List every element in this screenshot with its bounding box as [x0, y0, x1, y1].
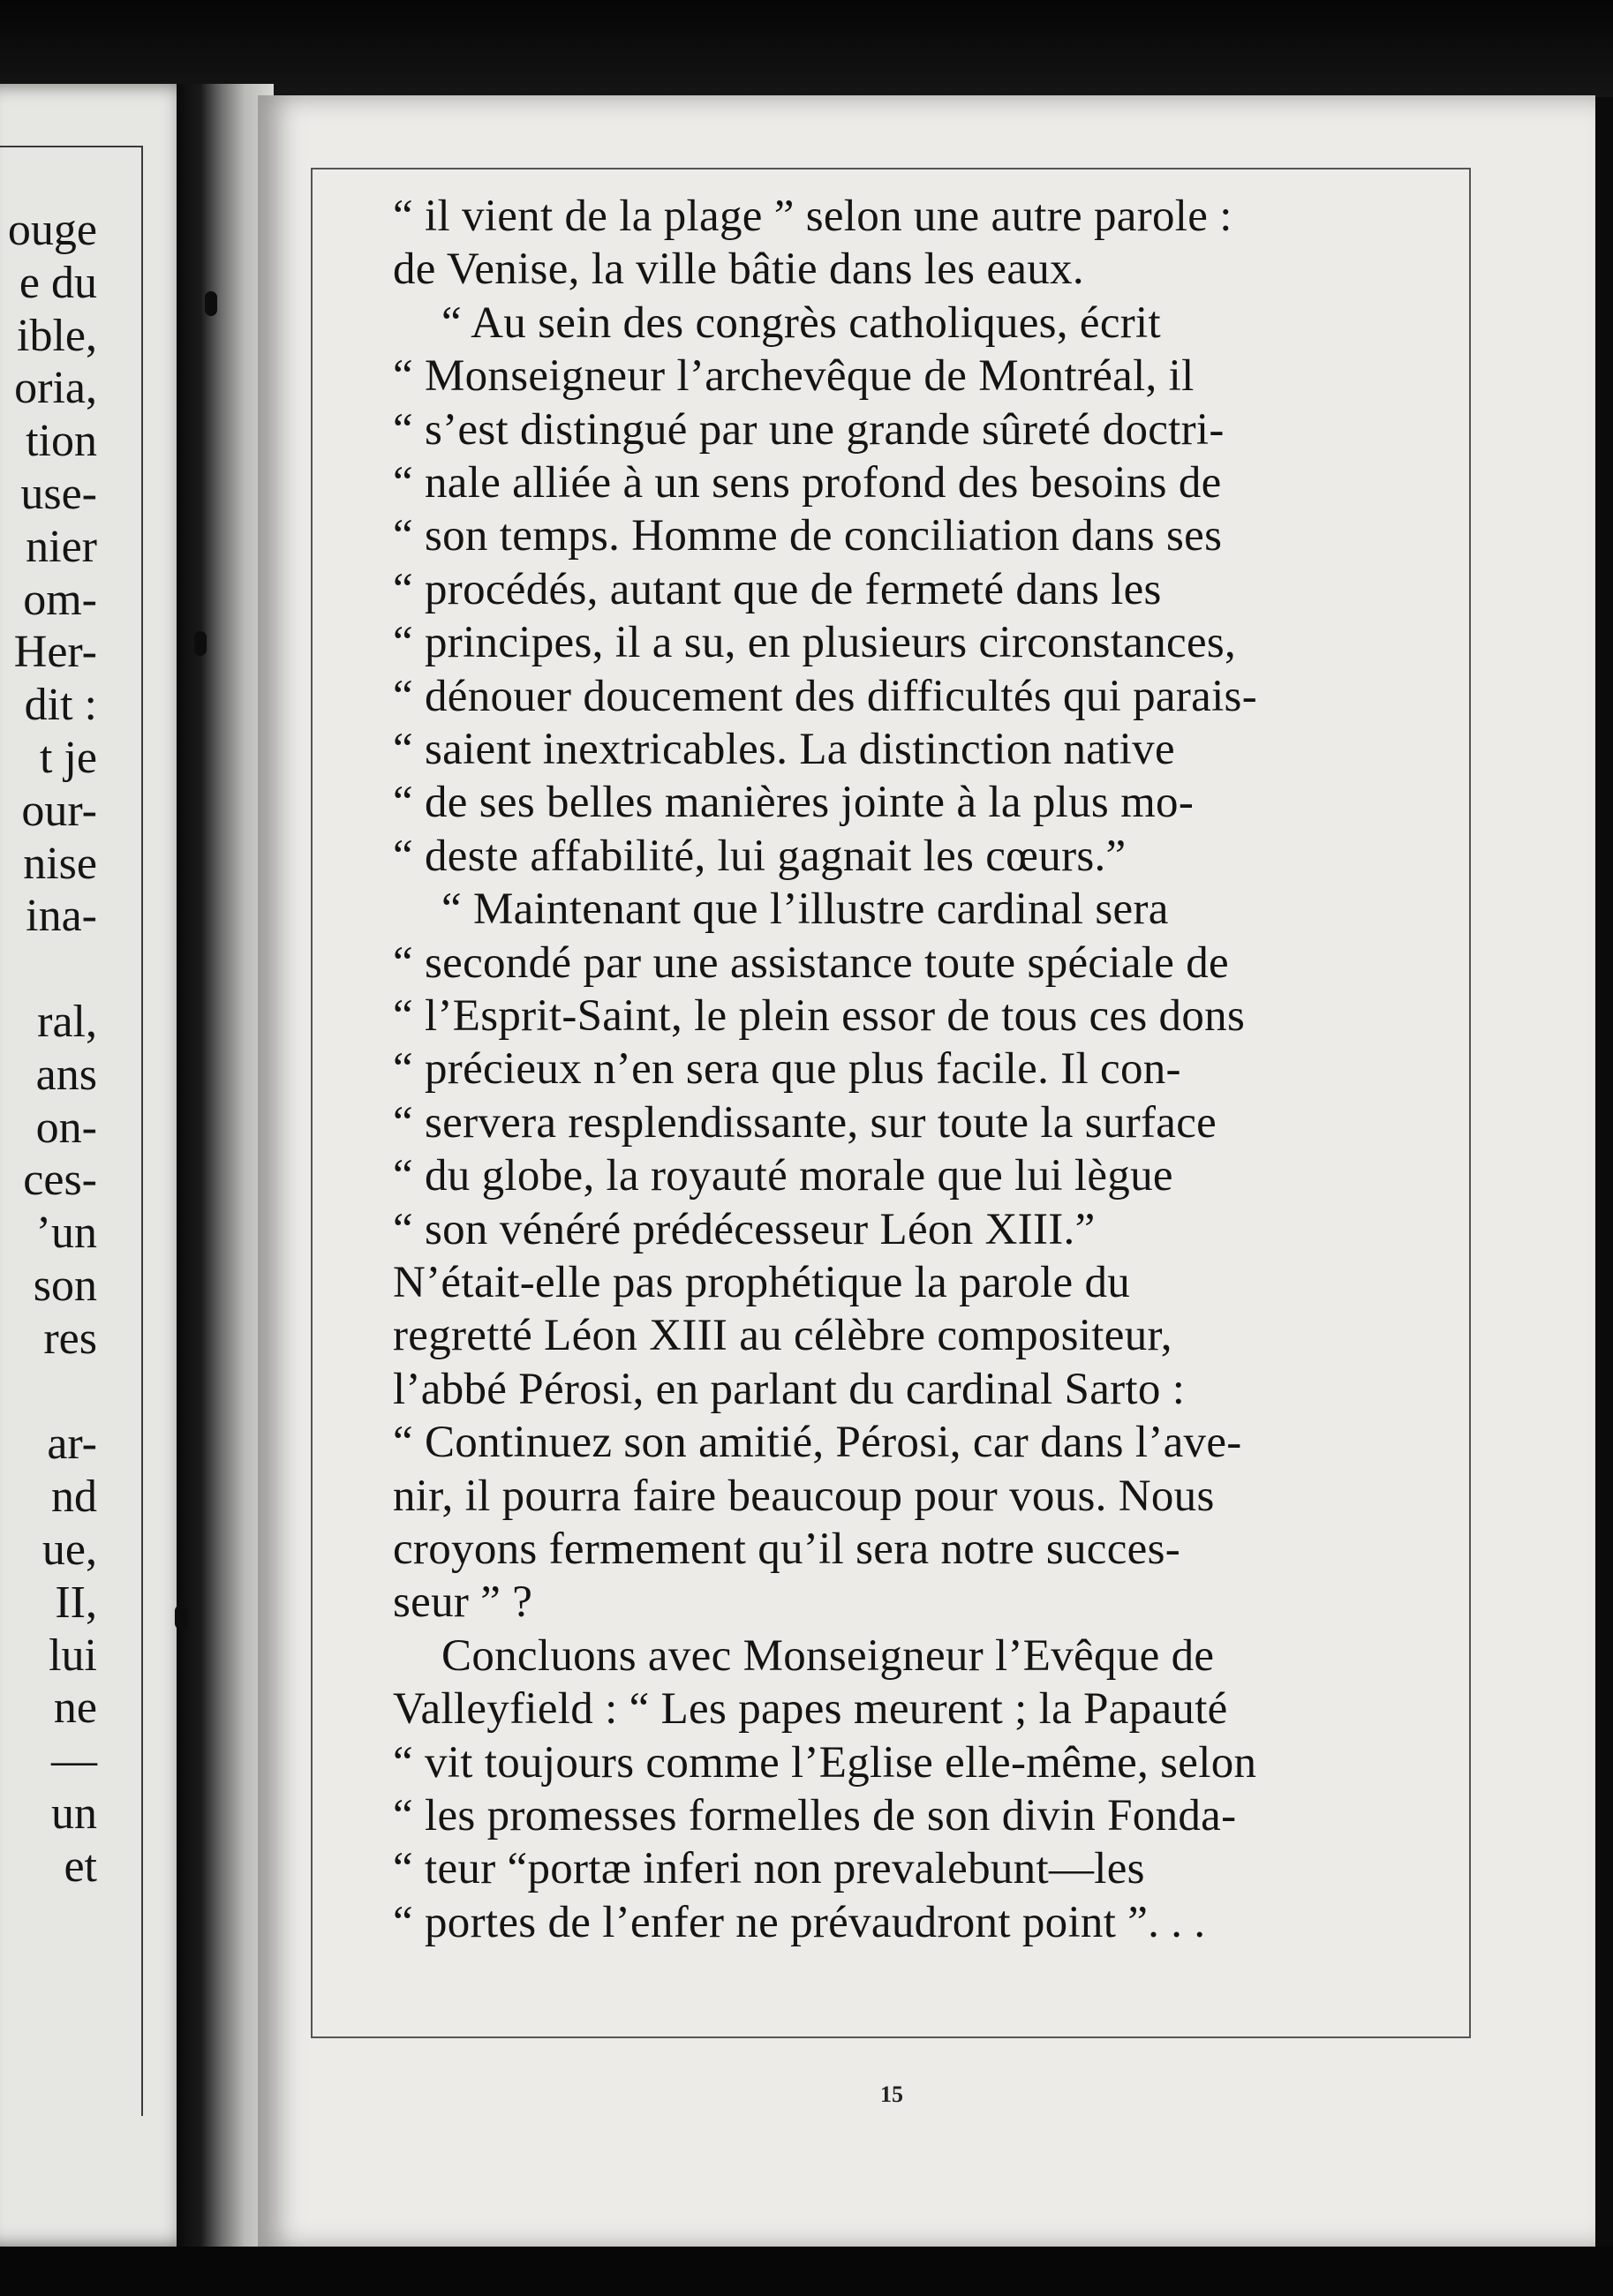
text-line: “ dénouer doucement des difficultés qui parais-: [393, 671, 1257, 721]
text-line: Concluons avec Monseigneur l’Evêque de: [441, 1630, 1215, 1681]
left-page-line: ’un: [35, 1208, 97, 1259]
left-page-line: t je: [40, 733, 97, 783]
binding-mark: [194, 631, 207, 656]
scan-bottom-edge: [0, 2247, 1613, 2296]
text-line: l’abbé Pérosi, en parlant du cardinal Sarto :: [393, 1364, 1186, 1414]
left-page-line: —: [51, 1735, 97, 1787]
text-line: de Venise, la ville bâtie dans les eaux.: [393, 245, 1084, 295]
scan-top-shadow: [0, 0, 1613, 97]
left-page-line: on-: [35, 1102, 97, 1153]
text-line: “ nale alliée à un sens profond des besoins de: [393, 458, 1222, 508]
left-page-line: ina-: [26, 891, 97, 942]
text-line: croyons fermement qu’il sera notre succes-: [393, 1524, 1181, 1574]
text-line: “ de ses belles manières jointe à la plus mo-: [393, 778, 1195, 828]
left-page-line: ar-: [47, 1419, 97, 1470]
left-page-line: ans: [35, 1049, 97, 1100]
text-line: “ les promesses formelles de son divin Fonda-: [393, 1791, 1237, 1841]
text-line: “ Au sein des congrès catholiques, écrit: [441, 297, 1162, 348]
page-number: 15: [880, 2081, 903, 2107]
text-line: “ principes, il a su, en plusieurs circonstances,: [393, 618, 1237, 668]
text-line: “ Continuez son amitié, Pérosi, car dans l’ave-: [393, 1418, 1242, 1468]
text-line: “ son vénéré prédécesseur Léon XIII.”: [393, 1204, 1096, 1254]
left-page-line: et: [64, 1841, 97, 1892]
left-page-line: nd: [51, 1472, 97, 1523]
text-line: “ précieux n’en sera que plus facile. Il con-: [393, 1044, 1181, 1095]
text-line: “ vit toujours comme l’Eglise elle-même, selon: [393, 1737, 1257, 1788]
left-page-line: ne: [53, 1682, 97, 1734]
text-line: “ servera resplendissante, sur toute la surface: [393, 1097, 1217, 1148]
left-page-line: ue,: [41, 1524, 97, 1575]
left-page-line: tion: [26, 416, 97, 467]
left-page-line: e du: [19, 257, 97, 308]
text-line: “ Monseigneur l’archevêque de Montréal, il: [393, 351, 1195, 402]
left-page-line: dit :: [24, 680, 97, 731]
left-page-line: our-: [21, 785, 97, 836]
left-page-line: oria,: [14, 363, 97, 414]
left-page-line: son: [33, 1261, 97, 1311]
text-line: N’était-elle pas prophétique la parole du: [393, 1258, 1131, 1307]
text-line: “ saient inextricables. La distinction native: [393, 725, 1175, 774]
text-line: “ Maintenant que l’illustre cardinal sera: [441, 885, 1169, 935]
text-line: “ du globe, la royauté morale que lui lègue: [393, 1151, 1173, 1201]
left-page-line: ouge: [7, 205, 97, 255]
left-page-line: ible,: [17, 310, 97, 361]
text-line: seur ” ?: [393, 1577, 533, 1628]
text-line: “ teur “portæ inferi non prevalebunt—les: [393, 1844, 1145, 1894]
text-line: “ son temps. Homme de conciliation dans ses: [393, 511, 1223, 561]
left-page-line: use-: [20, 469, 97, 519]
left-page-line: Her-: [13, 627, 97, 678]
left-page-line: un: [51, 1788, 97, 1839]
text-line: Valleyfield : “ Les papes meurent ; la Papauté: [393, 1684, 1228, 1735]
left-page-line: nise: [23, 838, 97, 889]
left-page-line: om-: [23, 574, 97, 625]
left-page-line: ces-: [23, 1155, 97, 1206]
left-page-line: lui: [49, 1630, 97, 1681]
text-line: regretté Léon XIII au célèbre compositeur,: [393, 1311, 1172, 1361]
text-line: nir, il pourra faire beaucoup pour vous. Nous: [393, 1471, 1215, 1521]
text-line: “ portes de l’enfer ne prévaudront point ”. . .: [393, 1897, 1206, 1947]
binding-mark: [205, 291, 217, 316]
left-page-line: ral,: [37, 997, 97, 1047]
text-line: “ il vient de la plage ” selon une autre parole :: [393, 192, 1232, 241]
left-page-line: II,: [55, 1577, 97, 1628]
left-page-line: res: [43, 1313, 97, 1364]
text-line: “ l’Esprit-Saint, le plein essor de tous ces dons: [393, 991, 1246, 1041]
text-line: “ deste affabilité, lui gagnait les cœurs.”: [393, 831, 1127, 881]
text-line: “ s’est distingué par une grande sûreté doctri-: [393, 404, 1225, 455]
binding-mark: [175, 1605, 187, 1630]
left-page-line: nier: [26, 521, 97, 572]
text-line: “ procédés, autant que de fermeté dans les: [393, 564, 1162, 614]
text-line: “ secondé par une assistance toute spéciale de: [393, 937, 1229, 988]
